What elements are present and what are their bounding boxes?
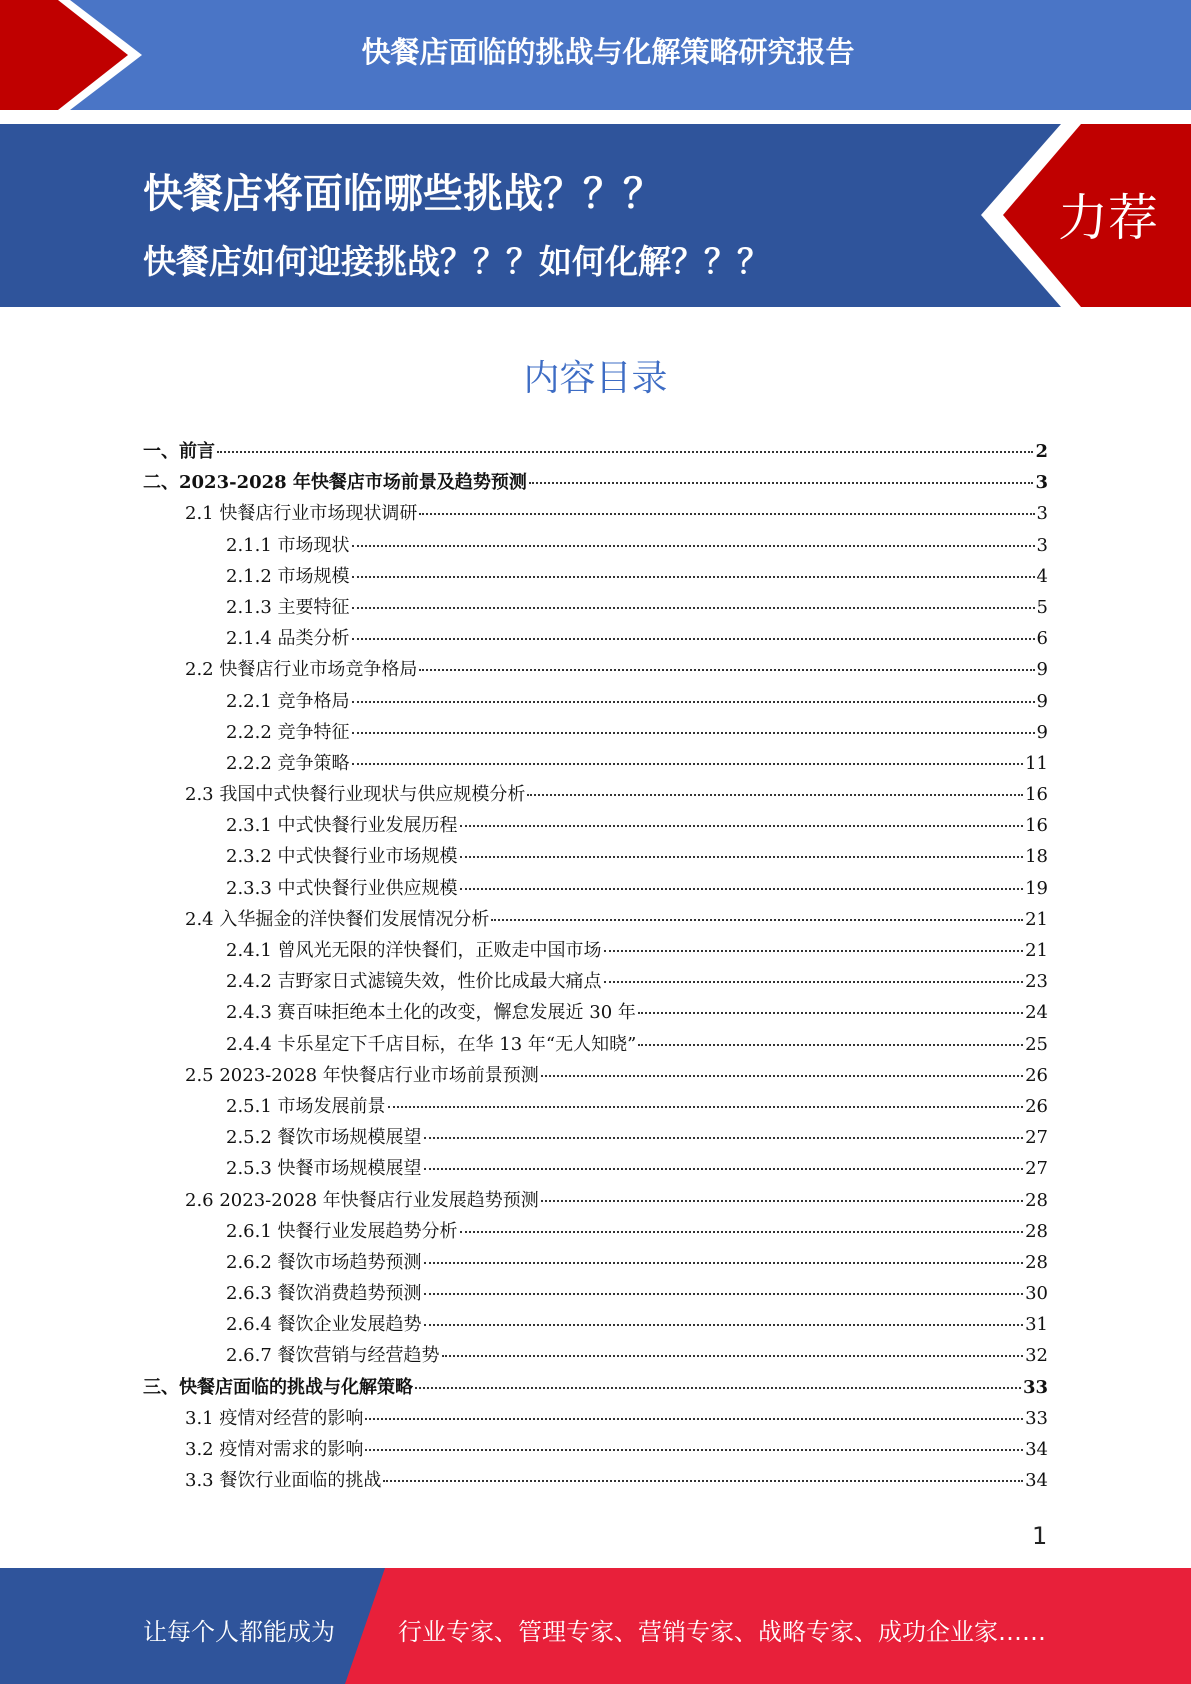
- toc-entry-page: 9: [1036, 690, 1048, 712]
- toc-entry[interactable]: [143, 1466, 1048, 1497]
- toc-entry-page: 31: [1025, 1314, 1048, 1336]
- toc-entry-label: 2.2.2 竞争策略: [226, 752, 350, 774]
- toc-entry-page: 34: [1025, 1470, 1048, 1492]
- toc-entry-label: 2.3.2 中式快餐行业市场规模: [226, 846, 458, 868]
- toc-leader-dots: [352, 732, 1035, 734]
- toc-entry[interactable]: [143, 562, 1048, 593]
- footer-tagline-left: 让每个人都能成为: [143, 1618, 335, 1646]
- toc-entry-page: 4: [1036, 565, 1048, 587]
- toc-entry-label: 2.5.2 餐饮市场规模展望: [226, 1127, 422, 1149]
- toc-entry[interactable]: [143, 468, 1048, 499]
- recommend-badge-label: 力荐: [1058, 189, 1158, 247]
- toc-entry-label: 2.5 2023-2028 年快餐店行业市场前景预测: [185, 1064, 539, 1086]
- toc-entry-label: 2.2.1 竞争格局: [226, 690, 350, 712]
- toc-leader-dots: [352, 576, 1035, 578]
- toc-entry-page: 28: [1025, 1251, 1048, 1273]
- toc-entry[interactable]: [143, 1061, 1048, 1092]
- toc-leader-dots: [415, 1387, 1021, 1389]
- toc-entry[interactable]: [143, 842, 1048, 873]
- toc-entry-page: 27: [1025, 1158, 1048, 1180]
- toc-list: [143, 437, 1048, 1497]
- toc-title: 内容目录: [523, 358, 668, 399]
- toc-entry-label: 2.4.3 赛百味拒绝本土化的改变，懈怠发展近 30 年: [226, 1002, 636, 1024]
- hero-question-1: 快餐店将面临哪些挑战？？？: [143, 171, 663, 217]
- page-number: 1: [1032, 1522, 1048, 1550]
- toc-entry-label: 一、前言: [143, 441, 215, 462]
- toc-entry-page: 28: [1025, 1189, 1048, 1211]
- toc-entry[interactable]: [143, 749, 1048, 780]
- toc-leader-dots: [442, 1355, 1024, 1357]
- toc-entry-page: 33: [1025, 1407, 1048, 1429]
- toc-entry[interactable]: [143, 1373, 1048, 1404]
- toc-entry-label: 3.3 餐饮行业面临的挑战: [185, 1470, 382, 1492]
- toc-entry[interactable]: [143, 1092, 1048, 1123]
- toc-leader-dots: [419, 669, 1034, 671]
- toc-entry[interactable]: [143, 1154, 1048, 1185]
- toc-entry-label: 2.1 快餐店行业市场现状调研: [185, 503, 418, 525]
- footer-tagline-right: 行业专家、管理专家、营销专家、战略专家、成功企业家……: [398, 1618, 1046, 1646]
- toc-entry[interactable]: [143, 1435, 1048, 1466]
- toc-entry[interactable]: [143, 967, 1048, 998]
- toc-leader-dots: [352, 701, 1035, 703]
- toc-entry-label: 2.6.4 餐饮企业发展趋势: [226, 1314, 422, 1336]
- toc-leader-dots: [527, 794, 1023, 796]
- toc-entry[interactable]: [143, 1030, 1048, 1061]
- toc-entry-page: 21: [1025, 908, 1048, 930]
- toc-leader-dots: [383, 1480, 1023, 1482]
- toc-leader-dots: [424, 1137, 1024, 1139]
- toc-entry-label: 2.3.3 中式快餐行业供应规模: [226, 877, 458, 899]
- report-title: 快餐店面临的挑战与化解策略研究报告: [361, 35, 855, 69]
- toc-entry[interactable]: [143, 1248, 1048, 1279]
- toc-entry[interactable]: [143, 593, 1048, 624]
- toc-entry[interactable]: [143, 1217, 1048, 1248]
- toc-entry-label: 2.3 我国中式快餐行业现状与供应规模分析: [185, 784, 526, 806]
- toc-entry-label: 二、2023-2028 年快餐店市场前景及趋势预测: [143, 472, 527, 494]
- toc-entry[interactable]: [143, 1123, 1048, 1154]
- toc-entry[interactable]: [143, 1404, 1048, 1435]
- toc-entry[interactable]: [143, 437, 1048, 468]
- toc-entry[interactable]: [143, 1341, 1048, 1372]
- toc-entry-page: 3: [1036, 503, 1048, 525]
- toc-leader-dots: [541, 1075, 1023, 1077]
- toc-entry-page: 27: [1025, 1127, 1048, 1149]
- toc-entry[interactable]: [143, 655, 1048, 686]
- toc-leader-dots: [604, 981, 1024, 983]
- toc-leader-dots: [419, 513, 1034, 515]
- toc-entry-label: 2.6 2023-2028 年快餐店行业发展趋势预测: [185, 1189, 539, 1211]
- toc-entry-page: 6: [1036, 628, 1048, 650]
- toc-entry[interactable]: [143, 998, 1048, 1029]
- toc-leader-dots: [638, 1044, 1023, 1046]
- toc-entry-label: 2.3.1 中式快餐行业发展历程: [226, 815, 458, 837]
- hero-question-2: 快餐店如何迎接挑战？？？如何化解？？？: [143, 242, 770, 281]
- toc-entry[interactable]: [143, 718, 1048, 749]
- toc-entry-page: 9: [1036, 721, 1048, 743]
- toc-leader-dots: [352, 607, 1035, 609]
- toc-entry-page: 3: [1036, 534, 1048, 556]
- toc-entry-page: 18: [1025, 846, 1048, 868]
- toc-entry-label: 2.2.2 竞争特征: [226, 721, 350, 743]
- toc-leader-dots: [424, 1293, 1024, 1295]
- toc-entry-label: 三、快餐店面临的挑战与化解策略: [143, 1376, 413, 1398]
- toc-entry[interactable]: [143, 780, 1048, 811]
- toc-entry-page: 23: [1025, 971, 1048, 993]
- toc-entry-page: 33: [1022, 1376, 1048, 1398]
- toc-leader-dots: [541, 1200, 1023, 1202]
- toc-entry-page: 32: [1025, 1345, 1048, 1367]
- toc-entry[interactable]: [143, 874, 1048, 905]
- toc-leader-dots: [460, 888, 1024, 890]
- toc-leader-dots: [638, 1012, 1023, 1014]
- toc-entry-label: 2.1.3 主要特征: [226, 596, 350, 618]
- toc-entry-page: 19: [1025, 877, 1048, 899]
- toc-entry[interactable]: [143, 905, 1048, 936]
- toc-entry-label: 2.6.3 餐饮消费趋势预测: [226, 1283, 422, 1305]
- toc-leader-dots: [604, 950, 1024, 952]
- toc-entry-label: 2.6.7 餐饮营销与经营趋势: [226, 1345, 440, 1367]
- toc-leader-dots: [365, 1449, 1023, 1451]
- header-divider: [0, 110, 1191, 124]
- toc-leader-dots: [365, 1418, 1023, 1420]
- toc-leader-dots: [217, 451, 1033, 453]
- toc-entry-label: 2.1.4 品类分析: [226, 628, 350, 650]
- toc-entry-label: 2.6.2 餐饮市场趋势预测: [226, 1251, 422, 1273]
- toc-entry[interactable]: [143, 531, 1048, 562]
- toc-entry-label: 3.2 疫情对需求的影响: [185, 1439, 364, 1460]
- toc-entry-page: 11: [1025, 752, 1048, 774]
- toc-entry-page: 21: [1025, 940, 1048, 961]
- toc-entry[interactable]: [143, 1279, 1048, 1310]
- toc-entry-page: 2: [1035, 441, 1048, 462]
- toc-entry-page: 3: [1035, 472, 1048, 494]
- toc-entry-page: 28: [1025, 1220, 1048, 1242]
- toc-entry-page: 30: [1025, 1283, 1048, 1305]
- toc-entry-page: 25: [1025, 1033, 1048, 1055]
- toc-entry-page: 16: [1025, 815, 1048, 837]
- toc-leader-dots: [424, 1168, 1024, 1170]
- toc-entry-label: 2.4.2 吉野家日式滤镜失效，性价比成最大痛点: [226, 971, 602, 993]
- toc-entry[interactable]: [143, 687, 1048, 718]
- toc-entry-label: 2.4.4 卡乐星定下千店目标，在华 13 年“无人知晓”: [226, 1033, 637, 1055]
- toc-entry[interactable]: [143, 1186, 1048, 1217]
- toc-entry-page: 5: [1036, 596, 1048, 618]
- toc-entry-label: 2.6.1 快餐行业发展趋势分析: [226, 1220, 458, 1242]
- toc-entry-label: 2.1.2 市场规模: [226, 565, 350, 587]
- toc-entry-page: 9: [1036, 659, 1048, 681]
- toc-leader-dots: [460, 856, 1024, 858]
- toc-entry[interactable]: [143, 811, 1048, 842]
- toc-entry-page: 24: [1025, 1002, 1048, 1024]
- toc-leader-dots: [460, 825, 1024, 827]
- toc-leader-dots: [424, 1262, 1024, 1264]
- toc-entry-page: 26: [1025, 1095, 1048, 1117]
- toc-entry-label: 2.5.3 快餐市场规模展望: [226, 1158, 422, 1180]
- toc-entry-label: 2.2 快餐店行业市场竞争格局: [185, 659, 418, 681]
- toc-entry[interactable]: [143, 936, 1048, 967]
- toc-leader-dots: [491, 919, 1023, 921]
- toc-leader-dots: [352, 763, 1024, 765]
- toc-entry[interactable]: [143, 499, 1048, 530]
- toc-leader-dots: [352, 638, 1035, 640]
- toc-leader-dots: [352, 545, 1035, 547]
- toc-entry-label: 2.5.1 市场发展前景: [226, 1095, 386, 1117]
- toc-entry-label: 2.4.1 曾风光无限的洋快餐们，正败走中国市场: [226, 940, 602, 961]
- toc-entry-label: 2.1.1 市场现状: [226, 534, 350, 556]
- toc-leader-dots: [388, 1106, 1024, 1108]
- toc-entry[interactable]: [143, 624, 1048, 655]
- toc-entry-page: 16: [1025, 784, 1048, 806]
- toc-entry-page: 26: [1025, 1064, 1048, 1086]
- toc-entry-page: 34: [1025, 1439, 1048, 1460]
- toc-leader-dots: [460, 1231, 1024, 1233]
- toc-leader-dots: [529, 482, 1034, 484]
- toc-leader-dots: [424, 1324, 1024, 1326]
- toc-entry[interactable]: [143, 1310, 1048, 1341]
- toc-entry-label: 3.1 疫情对经营的影响: [185, 1407, 364, 1429]
- toc-entry-label: 2.4 入华掘金的洋快餐们发展情况分析: [185, 908, 490, 930]
